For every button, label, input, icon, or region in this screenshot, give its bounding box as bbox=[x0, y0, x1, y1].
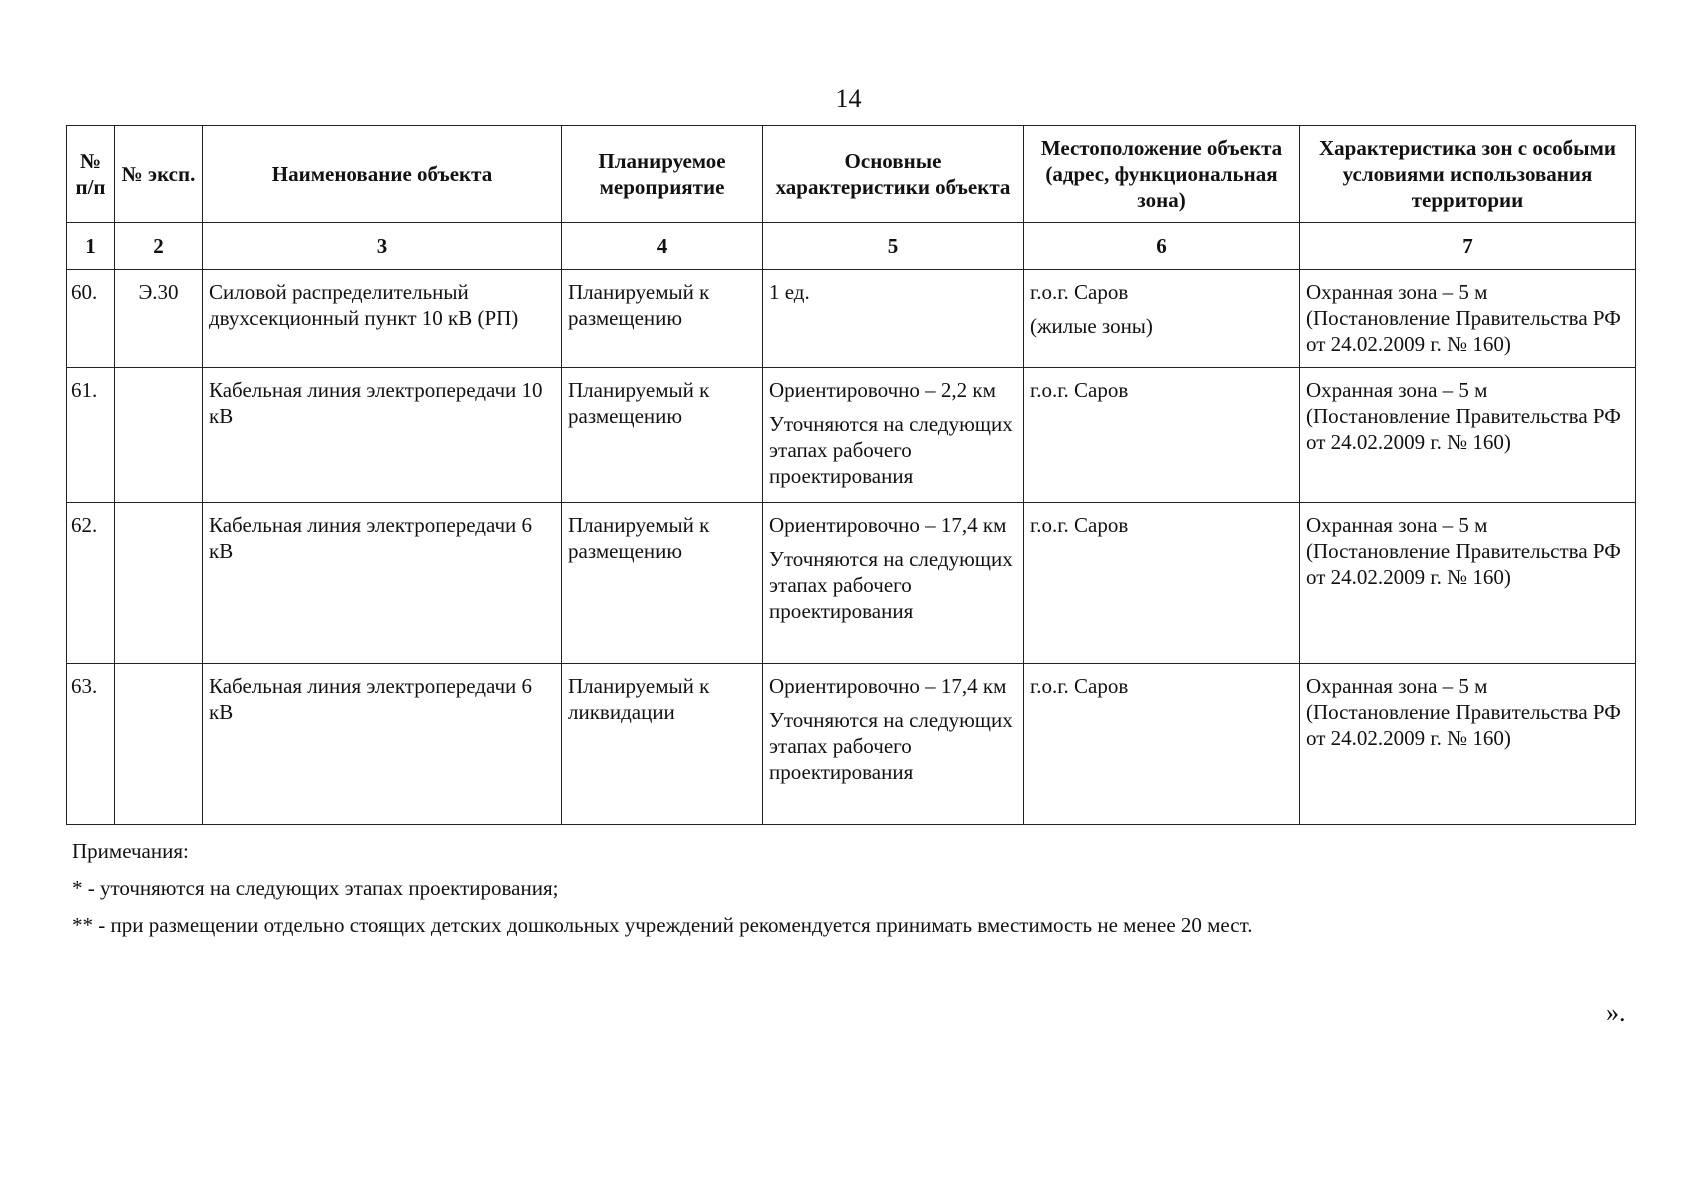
row-object-name: Кабельная линия электропередачи 6 кВ bbox=[203, 503, 562, 664]
characteristics-main: Ориентировочно – 2,2 км bbox=[769, 378, 996, 402]
row-object-name: Кабельная линия электропередачи 10 кВ bbox=[203, 368, 562, 503]
column-number: 1 bbox=[67, 223, 115, 270]
characteristics-main: 1 ед. bbox=[769, 280, 810, 304]
characteristics-note: Уточняются на следующих этапах рабочего проектирования bbox=[769, 708, 1013, 784]
row-object-name: Кабельная линия электропередачи 6 кВ bbox=[203, 664, 562, 825]
row-exp-number bbox=[115, 368, 203, 503]
column-number: 4 bbox=[562, 223, 763, 270]
page-number: 14 bbox=[835, 84, 862, 113]
table-row bbox=[67, 503, 1636, 664]
header-zone: Характеристика зон с особыми условиями использования территории bbox=[1300, 126, 1636, 223]
row-number: 61. bbox=[67, 368, 115, 503]
objects-table bbox=[66, 125, 1636, 825]
column-number: 6 bbox=[1024, 223, 1300, 270]
header-exp: № эксп. bbox=[115, 126, 203, 223]
row-exp-number: Э.30 bbox=[115, 270, 203, 368]
location-main: г.о.г. Саров bbox=[1030, 280, 1129, 304]
column-number: 2 bbox=[115, 223, 203, 270]
row-characteristics bbox=[763, 270, 1024, 368]
row-zone: Охранная зона – 5 м (Постановление Правительства РФ от 24.02.2009 г. № 160) bbox=[1300, 503, 1636, 664]
row-action: Планируемый к ликвидации bbox=[562, 664, 763, 825]
row-characteristics bbox=[763, 368, 1024, 503]
row-characteristics bbox=[763, 503, 1024, 664]
location-main: г.о.г. Саров bbox=[1030, 674, 1129, 698]
header-name: Наименование объекта bbox=[203, 126, 562, 223]
note-item: * - уточняются на следующих этапах проектирования; bbox=[72, 876, 559, 900]
row-location bbox=[1024, 270, 1300, 368]
row-exp-number bbox=[115, 503, 203, 664]
row-zone: Охранная зона – 5 м (Постановление Правительства РФ от 24.02.2009 г. № 160) bbox=[1300, 368, 1636, 503]
row-characteristics bbox=[763, 664, 1024, 825]
row-zone: Охранная зона – 5 м (Постановление Правительства РФ от 24.02.2009 г. № 160) bbox=[1300, 664, 1636, 825]
header-row bbox=[67, 126, 1636, 223]
characteristics-note: Уточняются на следующих этапах рабочего проектирования bbox=[769, 547, 1013, 623]
row-action: Планируемый к размещению bbox=[562, 270, 763, 368]
header-characteristics: Основные характеристики объекта bbox=[763, 126, 1024, 223]
column-number: 5 bbox=[763, 223, 1024, 270]
row-number: 60. bbox=[67, 270, 115, 368]
column-number-row bbox=[67, 223, 1636, 270]
header-num: № п/п bbox=[67, 126, 115, 223]
row-number: 62. bbox=[67, 503, 115, 664]
column-number: 3 bbox=[203, 223, 562, 270]
notes-title: Примечания: bbox=[72, 839, 189, 863]
row-location bbox=[1024, 664, 1300, 825]
closing-quote-mark: ». bbox=[1606, 998, 1626, 1027]
notes-section bbox=[72, 838, 1252, 949]
note-item: ** - при размещении отдельно стоящих детских дошкольных учреждений рекомендуется принимать вместимость не менее 20 мест. bbox=[72, 913, 1253, 937]
header-action: Планируемое мероприятие bbox=[562, 126, 763, 223]
table-row bbox=[67, 368, 1636, 503]
row-exp-number bbox=[115, 664, 203, 825]
row-action: Планируемый к размещению bbox=[562, 503, 763, 664]
characteristics-main: Ориентировочно – 17,4 км bbox=[769, 513, 1007, 537]
row-location bbox=[1024, 368, 1300, 503]
location-main: г.о.г. Саров bbox=[1030, 513, 1129, 537]
row-number: 63. bbox=[67, 664, 115, 825]
row-object-name: Силовой распределительный двухсекционный пункт 10 кВ (РП) bbox=[203, 270, 562, 368]
row-location bbox=[1024, 503, 1300, 664]
location-note: (жилые зоны) bbox=[1030, 314, 1153, 338]
row-zone: Охранная зона – 5 м (Постановление Правительства РФ от 24.02.2009 г. № 160) bbox=[1300, 270, 1636, 368]
table-row bbox=[67, 270, 1636, 368]
characteristics-main: Ориентировочно – 17,4 км bbox=[769, 674, 1007, 698]
header-location: Местоположение объекта (адрес, функциональная зона) bbox=[1024, 126, 1300, 223]
table-row bbox=[67, 664, 1636, 825]
column-number: 7 bbox=[1300, 223, 1636, 270]
characteristics-note: Уточняются на следующих этапах рабочего проектирования bbox=[769, 412, 1013, 488]
location-main: г.о.г. Саров bbox=[1030, 378, 1129, 402]
row-action: Планируемый к размещению bbox=[562, 368, 763, 503]
